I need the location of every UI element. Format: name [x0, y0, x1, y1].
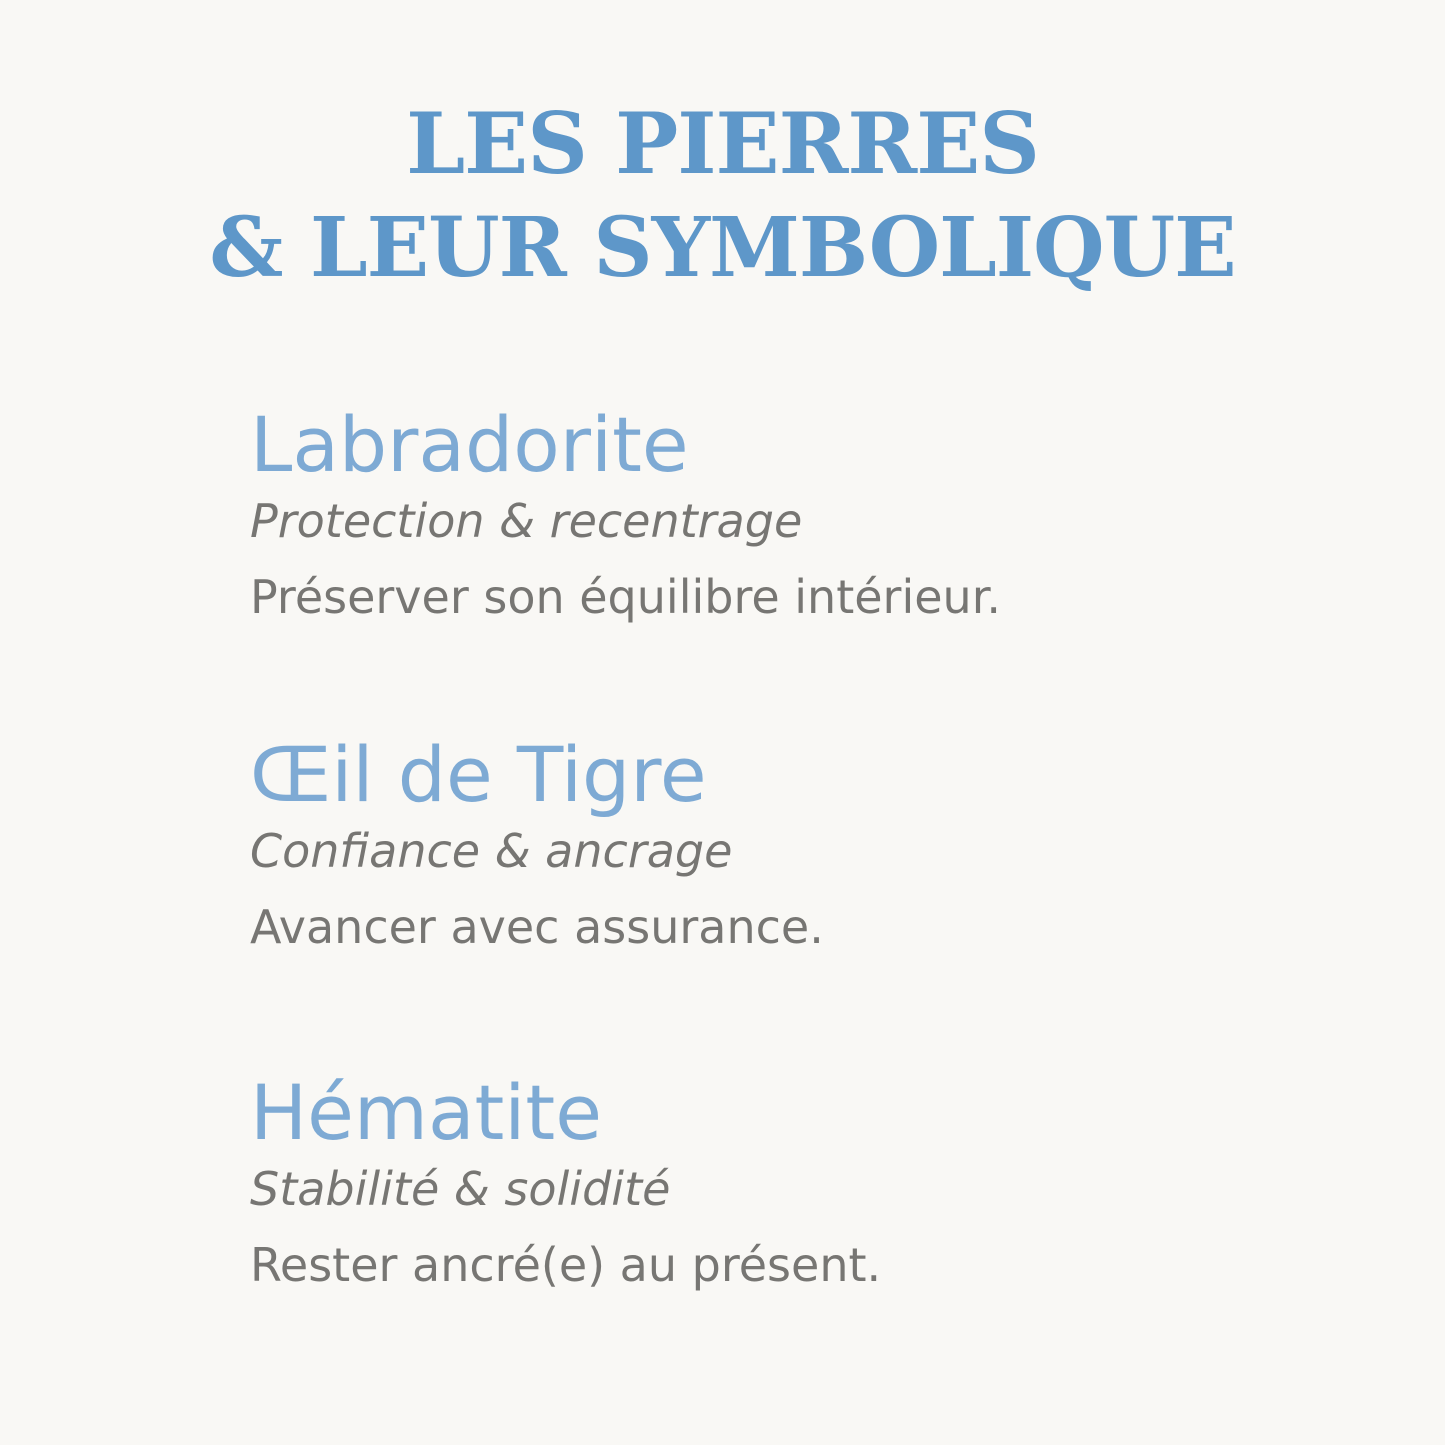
stone-description: Préserver son équilibre intérieur.	[250, 570, 1002, 624]
stone-name: Hématite	[250, 1068, 602, 1157]
stone-theme: Confiance & ancrage	[250, 824, 733, 878]
stone-hematite	[250, 1068, 1370, 1296]
stone-name: Œil de Tigre	[250, 730, 707, 819]
stone-description: Avancer avec assurance.	[250, 900, 824, 954]
stone-name: Labradorite	[250, 400, 689, 489]
page-title-line-2: & LEUR SYMBOLIQUE	[209, 200, 1236, 296]
stone-theme: Stabilité & solidité	[250, 1162, 671, 1216]
stone-labradorite	[250, 400, 1370, 628]
stone-theme: Protection & recentrage	[250, 494, 803, 548]
page-title-line-1: LES PIERRES	[406, 94, 1039, 193]
stone-description: Rester ancré(e) au présent.	[250, 1238, 882, 1292]
page-title	[0, 92, 1445, 300]
stone-oeil-de-tigre	[250, 730, 1370, 958]
